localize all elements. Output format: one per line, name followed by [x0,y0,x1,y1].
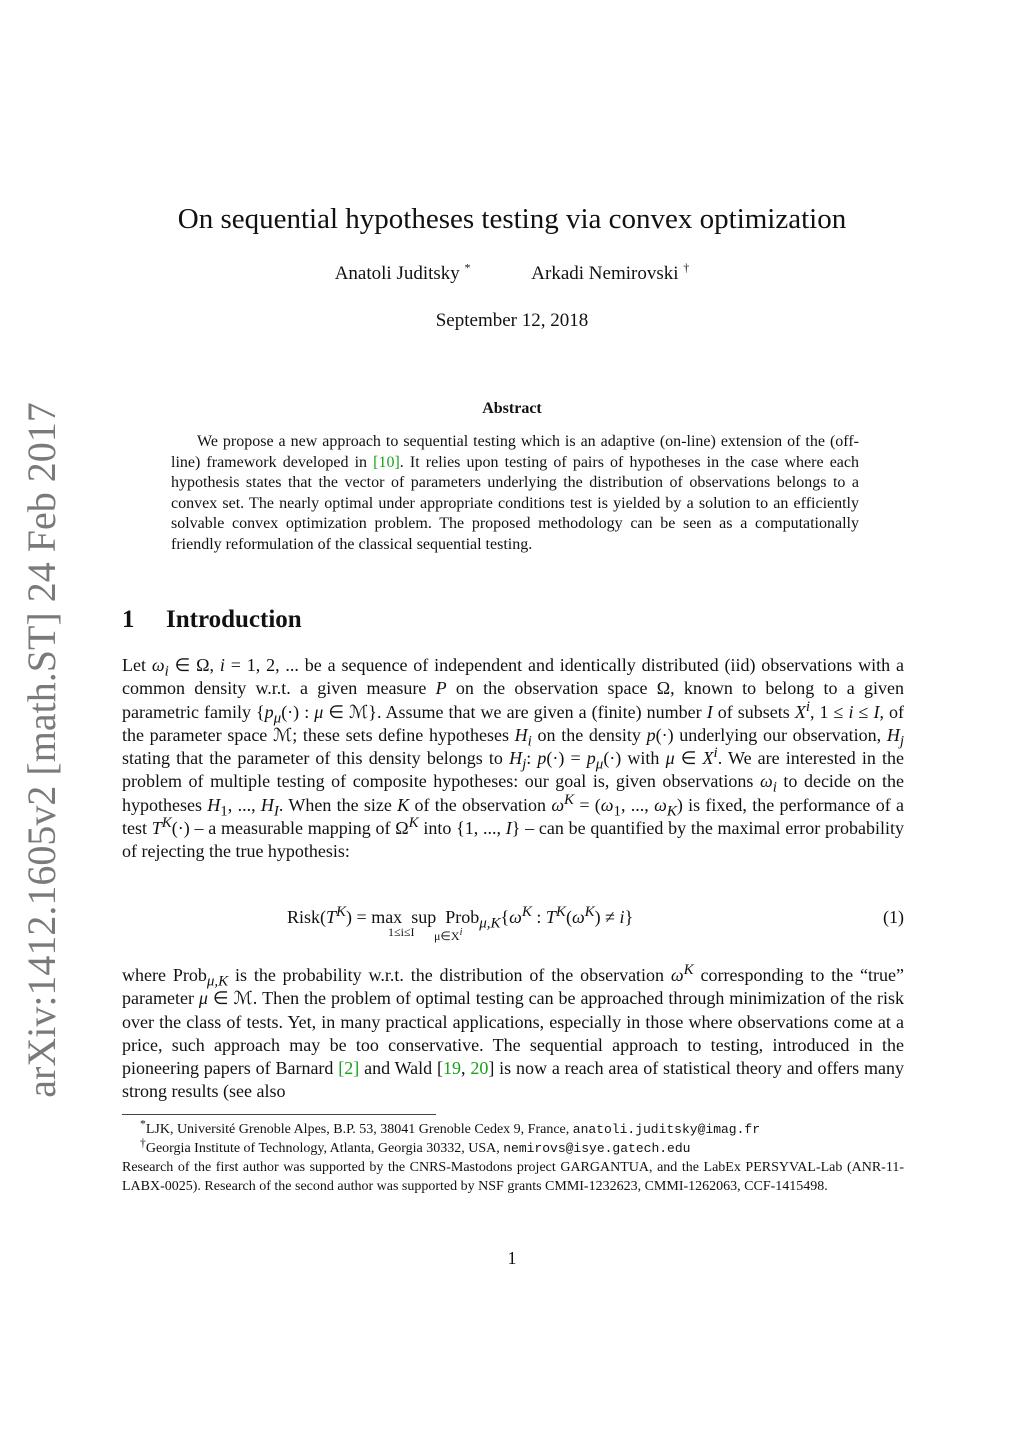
citation-link[interactable]: 19 [442,1058,461,1079]
footnote-1: *LJK, Université Grenoble Alpes, B.P. 53, 38041 Grenoble Cedex 9, France, anatoli.juditsky@imag.fr [140,1117,760,1137]
author-footnote-mark: * [464,260,471,275]
citation-link[interactable]: 20 [470,1058,489,1079]
section-heading-introduction: 1 Introduction [122,606,302,633]
paper-date: September 12, 2018 [435,310,589,331]
citation-link[interactable]: [2] [338,1058,360,1079]
footnote-separator [122,1114,436,1115]
arxiv-identifier-stamp: arXiv:1412.1605v2 [math.ST] 24 Feb 2017 [19,402,64,1098]
author-nemirovski: Arkadi Nemirovski † [531,260,690,284]
footnotes [122,1117,904,1196]
author-juditsky: Anatoli Juditsky * [334,260,471,284]
email-link[interactable]: anatoli.juditsky@imag.fr [572,1122,760,1137]
equation-number: (1) [883,907,904,927]
max-subscript: 1≤i≤I [388,925,415,939]
risk-equation [122,903,904,947]
funding-note: Research of the first author was supported by the CNRS-Mastodons project GARGANTUA, and the LabEx PERSYVAL-Lab (ANR-11-LABX-0025). Research of the second author was supported by NSF grants CMMI-1232623, CMMI-1262063, CCF-1415498. [122,1160,904,1194]
intro-paragraph-1: Let $\omega_i$ ∈ Ω, i = 1, 2, ... be a sequence of independent and identically distributed (iid) observations with a common density w.r.t. a given measure P on the observation space Ω, known to belong to a given parametric family {$p_\mu(\cdot)$ : μ ∈ ℳ}. Assume that we are given a (finite) number I of subsets $X^i$, 1 ≤ i ≤ I, of the parameter space ℳ; these sets define hypotheses $H_i$ on the density p(·) underlying our observation, $H_j$ stating that the parameter of this density belongs to $H_j$: $p(\cdot) = p_\mu(\cdot)$ with μ ∈ $X^i$. We are interested in the problem of multiple testing of composite hypotheses: our goal is, given observations $\omega_i$ to decide on the hypotheses $H_1$, ..., $H_I$. When the size K of the observation $\omega^K = (\omega_1$, ..., $\omega_K$) is fixed, the performance of a test $T^K(\cdot) - a$ measurable mapping of $\Omega^K$ into {1, ..., I} – can be quantified by the maximal error probability of rejecting the true hypothesis: [122,655,905,862]
page-number: 1 [507,1248,517,1268]
footnote-2: †Georgia Institute of Technology, Atlanta, Georgia 30332, USA, nemirovs@isye.gatech.edu [140,1136,691,1156]
citation-link[interactable]: [10] [373,453,400,471]
email-link[interactable]: nemirovs@isye.gatech.edu [503,1141,691,1156]
risk-expression: $Risk(T^K) = \max$ sup $Prob_{\mu,K}\{\omega^K$ : $T^K(\omega^K) \ne i$} [287,904,634,932]
paper-title: On sequential hypotheses testing via convex optimization [177,203,847,235]
abstract-body: We propose a new approach to sequential testing which is an adaptive (on-line) extension of the (off-line) framework developed in [10]. It relies upon testing of pairs of hypotheses in the case where each hypothesis states that the vector of parameters underlying the distribution of observations belongs to a convex set. The nearly optimal under appropriate conditions test is yielded by a solution to an efficiently solvable convex optimization problem. The proposed methodology can be seen as a computationally friendly reformulation of the classical sequential testing. [171,433,860,553]
sup-subscript: $\mu\in X^i$ [434,927,463,943]
author-footnote-mark: † [683,260,690,275]
author-list [0,260,1024,285]
abstract-heading: Abstract [482,400,542,417]
intro-paragraph-2: where Prob$_{\mu,K}$ is the probability w.r.t. the distribution of the observation $\omega^K$ corresponding to the “true” parameter μ ∈ ℳ. Then the problem of optimal testing can be approached through minimization of the risk over the class of tests. Yet, in many practical applications, especially in those where observations come at a price, such approach may be too conservative. The sequential approach to testing, introduced in the pioneering papers of Barnard [2] and Wald [19, 20] is now a reach area of statistical theory and offers many strong results (see also [122,962,904,1102]
